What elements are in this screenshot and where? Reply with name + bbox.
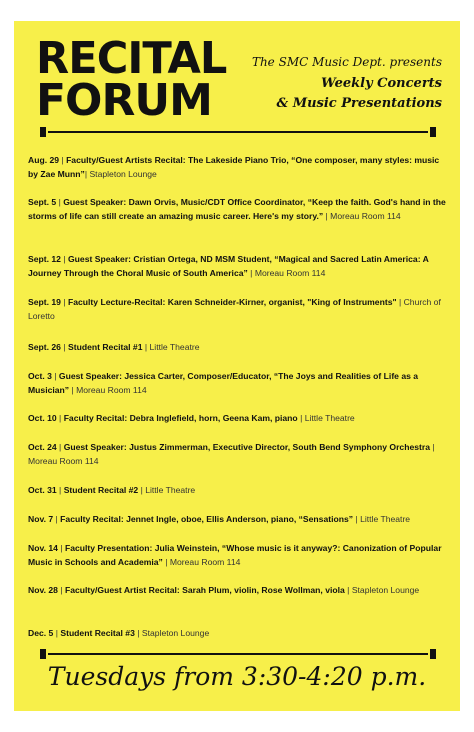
event-date: Sept. 19 bbox=[28, 297, 61, 307]
subtitle-line-1: Weekly Concerts bbox=[321, 76, 442, 91]
event-description: Guest Speaker: Cristian Ortega, ND MSM Student, “Magical and Sacred Latin America: A Journey Through the Choral Music of South America” bbox=[28, 254, 429, 278]
event-date: Nov. 28 bbox=[28, 585, 58, 595]
event-item: Sept. 5 | Guest Speaker: Dawn Orvis, Music/CDT Office Coordinator, “Keep the faith. God's hand in the storms of life can still create an amazing music career. Here's my story.” | Moreau Room 114 bbox=[28, 197, 446, 221]
event-description: Student Recital #3 bbox=[60, 628, 135, 638]
event-location: Stapleton Lounge bbox=[141, 628, 210, 638]
event-item: Sept. 26 | Student Recital #1 | Little Theatre bbox=[28, 342, 200, 352]
event-item: Sept. 19 | Faculty Lecture-Recital: Karen Schneider-Kirner, organist, "King of Instruments" | Church of Loretto bbox=[28, 297, 441, 321]
event-item: Oct. 31 | Student Recital #2 | Little Theatre bbox=[28, 485, 196, 495]
event-date: Oct. 31 bbox=[28, 485, 57, 495]
event-item: Dec. 5 | Student Recital #3 | Stapleton Lounge bbox=[28, 628, 210, 638]
bottom-divider bbox=[40, 647, 436, 661]
event-item: Sept. 12 | Guest Speaker: Cristian Ortega, ND MSM Student, “Magical and Sacred Latin America: A Journey Through the Choral Music of South America” | Moreau Room 114 bbox=[28, 254, 429, 278]
event-item: Nov. 28 | Faculty/Guest Artist Recital: Sarah Plum, violin, Rose Wollman, viola | Stapleton Lounge bbox=[28, 585, 420, 595]
event-location: Little Theatre bbox=[304, 413, 355, 423]
event-location: Moreau Room 114 bbox=[76, 384, 147, 395]
event-description: Faculty/Guest Artist Recital: Sarah Plum, violin, Rose Wollman, viola bbox=[64, 585, 345, 595]
top-divider bbox=[40, 125, 436, 139]
event-item: Oct. 3 | Guest Speaker: Jessica Carter, Composer/Educator, “The Joys and Realities of Life as a Musician” | Moreau Room 114 bbox=[28, 371, 419, 395]
event-item: Nov. 7 | Faculty Recital: Jennet Ingle, oboe, Ellis Anderson, piano, “Sensations” | Little Theatre bbox=[28, 514, 411, 524]
event-description: Faculty Recital: Jennet Ingle, oboe, Ellis Anderson, piano, “Sensations” bbox=[60, 514, 354, 524]
event-date: Oct. 10 bbox=[28, 413, 57, 423]
event-location: Stapleton Lounge bbox=[351, 585, 420, 595]
event-item: Nov. 14 | Faculty Presentation: Julia Weinstein, “Whose music is it anyway?: Canonization of Popular Music in Schools and Academia” | Moreau Room 114 bbox=[28, 543, 442, 567]
event-date: Oct. 3 bbox=[28, 371, 52, 381]
event-location: Moreau Room 114 bbox=[169, 556, 241, 567]
event-date: Aug. 29 bbox=[28, 155, 60, 165]
presenter-line: The SMC Music Dept. presents bbox=[251, 55, 442, 69]
subtitle-line-2: & Music Presentations bbox=[276, 96, 442, 111]
event-description: Student Recital #2 bbox=[63, 485, 139, 495]
event-description: Guest Speaker: Justus Zimmerman, Executive Director, South Bend Symphony Orchestra bbox=[63, 442, 430, 452]
event-location: Moreau Room 114 bbox=[330, 210, 401, 221]
event-description: Guest Speaker: Jessica Carter, Composer/Educator, “The Joys and Realities of Life as a Musician” bbox=[28, 371, 419, 395]
event-location: Little Theatre bbox=[360, 514, 411, 524]
event-item: Aug. 29 | Faculty/Guest Artists Recital: The Lakeside Piano Trio, “One composer, many styles: music by Zae Munn”| Stapleton Lounge bbox=[28, 155, 440, 179]
event-description: Student Recital #1 bbox=[67, 342, 143, 352]
event-date: Nov. 14 bbox=[28, 543, 58, 553]
event-date: Sept. 12 bbox=[28, 254, 61, 264]
event-date: Oct. 24 bbox=[28, 442, 57, 452]
event-location: Little Theatre bbox=[145, 485, 196, 495]
event-location: Moreau Room 114 bbox=[254, 267, 326, 278]
event-description: Faculty Lecture-Recital: Karen Schneider-Kirner, organist, "King of Instruments" bbox=[67, 297, 397, 307]
event-date: Dec. 5 bbox=[28, 628, 54, 638]
event-item: Oct. 24 | Guest Speaker: Justus Zimmerman, Executive Director, South Bend Symphony Orchestra | Moreau Room 114 bbox=[28, 442, 435, 466]
event-description: Faculty Recital: Debra Inglefield, horn, Geena Kam, piano bbox=[63, 413, 298, 423]
event-location: Church of Loretto bbox=[28, 297, 441, 321]
event-item: Oct. 10 | Faculty Recital: Debra Inglefield, horn, Geena Kam, piano | Little Theatre bbox=[28, 413, 355, 423]
event-location: Little Theatre bbox=[149, 342, 200, 352]
event-description: Faculty/Guest Artists Recital: The Lakeside Piano Trio, “One composer, many styles: music by Zae Munn” bbox=[28, 155, 440, 179]
event-description: Faculty Presentation: Julia Weinstein, “Whose music is it anyway?: Canonization of Popular Music in Schools and Academia” bbox=[28, 543, 442, 567]
event-location: Moreau Room 114 bbox=[28, 455, 99, 466]
schedule-time: Tuesdays from 3:30-4:20 p.m. bbox=[47, 662, 427, 691]
event-date: Nov. 7 bbox=[28, 514, 54, 524]
event-location: Stapleton Lounge bbox=[89, 168, 157, 179]
event-date: Sept. 26 bbox=[28, 342, 61, 352]
event-description: Guest Speaker: Dawn Orvis, Music/CDT Office Coordinator, “Keep the faith. God's hand in the storms of life can still create an amazing music career. Here's my story.” bbox=[28, 197, 446, 221]
title-line-2: FORUM bbox=[36, 75, 212, 126]
recital-forum-poster bbox=[14, 21, 460, 711]
event-date: Sept. 5 bbox=[28, 197, 57, 207]
title-line-1: RECITAL bbox=[36, 33, 227, 84]
